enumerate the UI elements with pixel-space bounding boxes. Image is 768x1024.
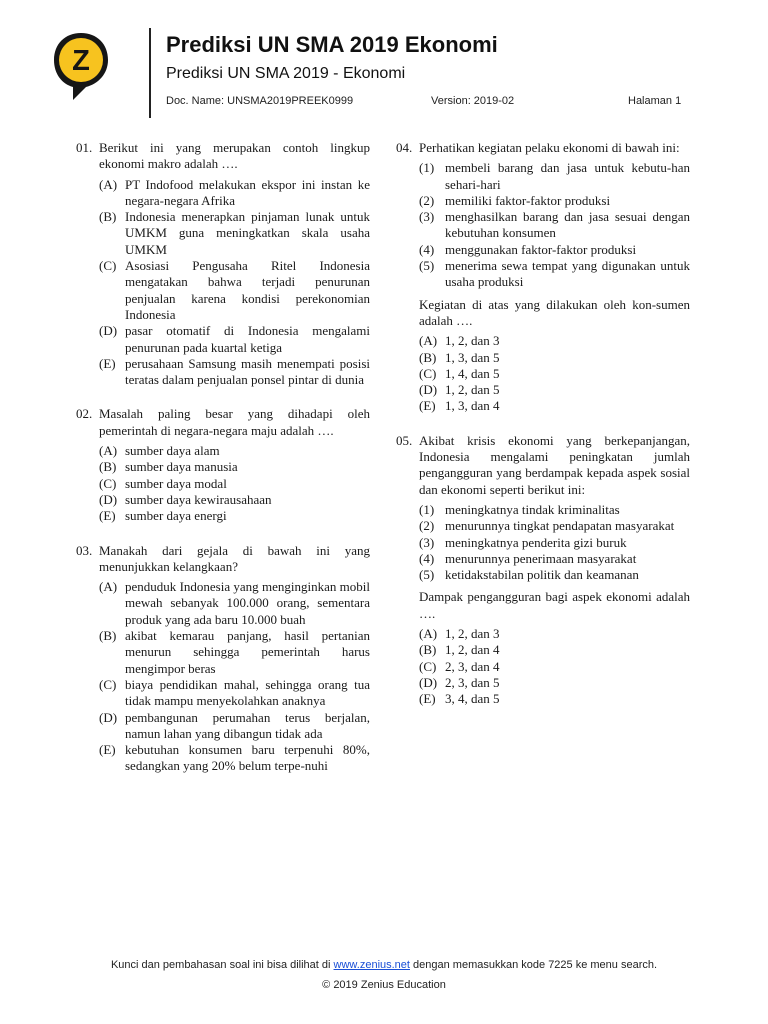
question-prompt: Kegiatan di atas yang dilakukan oleh kon-sumen adalah …. <box>419 296 690 328</box>
statement-label: (3) <box>419 209 435 225</box>
option-text: akibat kemarau panjang, hasil pertanian menurun sehingga pemerintah harus mengimpor beras <box>125 628 370 676</box>
option-text: Asosiasi Pengusaha Ritel Indonesia mengatakan bahwa terjadi penurunan penjualan karena kondisi perekonomian Indonesia <box>125 258 370 322</box>
answer-option <box>99 177 370 210</box>
answer-option <box>99 579 370 628</box>
question-05 <box>396 433 690 708</box>
footer-text-after: dengan memasukkan kode 7225 ke menu search. <box>413 959 658 971</box>
statement-item <box>419 551 690 567</box>
option-label: (D) <box>99 323 118 339</box>
option-label: (C) <box>419 365 437 381</box>
right-column <box>396 140 690 726</box>
option-label: (B) <box>419 642 437 658</box>
statement-label: (5) <box>419 258 435 274</box>
option-label: (A) <box>99 176 118 192</box>
option-text: 2, 3, dan 5 <box>445 674 500 690</box>
statement-label: (4) <box>419 241 435 257</box>
statement-item <box>419 242 690 258</box>
footer-text-before: Kunci dan pembahasan soal ini bisa dilihat di <box>110 959 331 971</box>
zenius-logo <box>52 30 110 102</box>
statement-item <box>419 258 690 291</box>
question-text: Masalah paling besar yang dihadapi oleh pemerintah di negara-negara maju adalah …. <box>99 406 370 438</box>
question-prompt: Dampak pengangguran bagi aspek ekonomi adalah …. <box>419 589 690 621</box>
answer-option <box>419 398 690 414</box>
question-03 <box>76 543 370 775</box>
question-number: 02. <box>76 406 93 422</box>
answer-option <box>99 508 370 524</box>
statement-text: memiliki faktor-faktor produksi <box>445 192 611 208</box>
option-label: (B) <box>99 459 117 475</box>
statement-item <box>419 209 690 242</box>
statement-text: meningkatnya tindak kriminalitas <box>445 501 620 517</box>
statement-text: menggunakan faktor-faktor produksi <box>445 241 637 257</box>
statement-list <box>419 160 690 290</box>
answer-option <box>99 677 370 710</box>
answer-option <box>419 333 690 349</box>
answer-option <box>419 382 690 398</box>
logo-letter: Z <box>72 45 90 77</box>
option-text: kebutuhan konsumen baru terpenuhi 80%, sedangkan yang 20% belum terpe-nuhi <box>125 742 370 774</box>
answer-option <box>99 492 370 508</box>
option-text: 1, 2, dan 4 <box>445 642 500 658</box>
answer-option <box>99 742 370 775</box>
statement-item <box>419 160 690 193</box>
answer-option <box>99 628 370 677</box>
option-label: (A) <box>99 579 118 595</box>
question-text: Manakah dari gejala di bawah ini yang menunjukkan kelangkaan? <box>99 542 370 574</box>
option-label: (C) <box>99 676 117 692</box>
statement-item <box>419 535 690 551</box>
answer-option <box>419 675 690 691</box>
answer-option <box>99 323 370 356</box>
option-label: (D) <box>419 382 438 398</box>
answer-options <box>99 579 370 775</box>
page-number: Halaman 1 <box>628 95 682 107</box>
statement-item <box>419 193 690 209</box>
answer-option <box>419 626 690 642</box>
option-label: (C) <box>419 658 437 674</box>
zenius-link[interactable]: www.zenius.net <box>333 959 410 971</box>
question-01 <box>76 140 370 388</box>
answer-option <box>99 443 370 459</box>
option-text: 1, 4, dan 5 <box>445 365 500 381</box>
question-number: 04. <box>396 140 413 155</box>
option-label: (A) <box>419 333 438 349</box>
statement-label: (2) <box>419 192 435 208</box>
statement-label: (4) <box>419 550 435 566</box>
option-label: (E) <box>419 691 436 707</box>
statement-text: menurunnya penerimaan masyarakat <box>445 550 637 566</box>
question-text: Berikut ini yang merupakan contoh lingkup ekonomi makro adalah …. <box>99 140 370 172</box>
option-text: sumber daya manusia <box>125 459 238 475</box>
question-number: 03. <box>76 542 93 558</box>
statement-item <box>419 567 690 583</box>
option-label: (E) <box>99 355 116 371</box>
option-text: sumber daya energi <box>125 508 227 524</box>
answer-options <box>419 333 690 414</box>
statement-label: (1) <box>419 501 435 517</box>
option-text: pembangunan perumahan terus berjalan, namun lahan yang dibangun tidak ada <box>125 709 370 741</box>
answer-option <box>419 642 690 658</box>
option-text: 1, 3, dan 4 <box>445 398 500 414</box>
question-text: Perhatikan kegiatan pelaku ekonomi di bawah ini: <box>419 140 680 155</box>
option-label: (A) <box>99 443 118 459</box>
statement-label: (1) <box>419 160 435 176</box>
option-text: perusahaan Samsung masih menempati posisi teratas dalam penjualan ponsel pintar di dunia <box>125 355 370 388</box>
answer-option <box>99 710 370 743</box>
answer-option <box>419 350 690 366</box>
option-text: biaya pendidikan mahal, sehingga orang tua tidak mampu menyekolahkan anaknya <box>125 676 370 709</box>
option-label: (E) <box>419 398 436 414</box>
question-number: 05. <box>396 432 413 448</box>
doc-title: Prediksi UN SMA 2019 Ekonomi <box>166 32 498 57</box>
header-divider <box>149 28 151 118</box>
statement-item <box>419 502 690 518</box>
statement-label: (2) <box>419 518 435 534</box>
question-number: 01. <box>76 140 93 155</box>
statement-item <box>419 518 690 534</box>
option-label: (C) <box>99 258 117 274</box>
left-column <box>76 140 370 793</box>
answer-option <box>99 209 370 258</box>
statement-text: meningkatnya penderita gizi buruk <box>445 534 627 550</box>
answer-option <box>99 459 370 475</box>
option-label: (C) <box>99 475 117 491</box>
option-text: sumber daya alam <box>125 443 220 459</box>
answer-option <box>99 258 370 323</box>
answer-options <box>99 443 370 524</box>
statement-list <box>419 502 690 583</box>
option-label: (B) <box>419 349 437 365</box>
option-text: 3, 4, dan 5 <box>445 691 500 707</box>
option-text: sumber daya kewirausahaan <box>125 491 272 507</box>
option-text: penduduk Indonesia yang menginginkan mobil mewah sebanyak 100.000 orang, sementara produk yang ada baru 10.000 buah <box>125 579 370 627</box>
option-text: pasar otomatif di Indonesia mengalami penurunan pada kuartal ketiga <box>125 323 370 355</box>
option-text: 1, 3, dan 5 <box>445 349 500 365</box>
statement-text: menghasilkan barang dan jasa sesuai dengan kebutuhan konsumen <box>445 209 690 241</box>
answer-option <box>99 356 370 389</box>
statement-text: membeli barang dan jasa untuk kebutu-han sehari-hari <box>445 160 690 192</box>
copyright: © 2019 Zenius Education <box>322 979 446 991</box>
option-label: (D) <box>99 491 118 507</box>
option-label: (A) <box>419 626 438 642</box>
doc-version: Version: 2019-02 <box>431 95 515 107</box>
question-text: Akibat krisis ekonomi yang berkepanjangan, Indonesia mengalami peningkatan jumlah pengangguran yang berdampak kepada aspek sosial dan ekonomi seperti berikut ini: <box>419 432 690 497</box>
option-text: PT Indofood melakukan ekspor ini instan ke negara-negara Afrika <box>125 176 370 208</box>
option-label: (B) <box>99 628 117 644</box>
option-label: (E) <box>99 508 116 524</box>
option-text: sumber daya modal <box>125 475 227 491</box>
option-label: (B) <box>99 209 117 225</box>
doc-name: Doc. Name: UNSMA2019PREEK0999 <box>166 95 354 107</box>
answer-option <box>419 691 690 707</box>
option-text: Indonesia menerapkan pinjaman lunak untuk UMKM guna meningkatkan skala usaha UMKM <box>125 209 370 257</box>
question-04 <box>396 140 690 415</box>
footer-note <box>0 959 768 971</box>
question-02 <box>76 406 370 524</box>
statement-text: menurunnya tingkat pendapatan masyarakat <box>445 518 675 534</box>
answer-options <box>99 177 370 389</box>
answer-option <box>419 659 690 675</box>
answer-options <box>419 626 690 707</box>
option-text: 2, 3, dan 4 <box>445 658 500 674</box>
answer-option <box>419 366 690 382</box>
option-label: (E) <box>99 742 116 758</box>
statement-text: ketidakstabilan politik dan keamanan <box>445 567 639 583</box>
option-text: 1, 2, dan 3 <box>445 626 500 642</box>
option-label: (D) <box>99 709 118 725</box>
option-text: 1, 2, dan 3 <box>445 333 500 349</box>
option-label: (D) <box>419 674 438 690</box>
statement-text: menerima sewa tempat yang digunakan untuk usaha produksi <box>445 258 690 290</box>
doc-subtitle: Prediksi UN SMA 2019 - Ekonomi <box>166 65 406 82</box>
statement-label: (3) <box>419 534 435 550</box>
answer-option <box>99 476 370 492</box>
option-text: 1, 2, dan 5 <box>445 382 500 398</box>
statement-label: (5) <box>419 567 435 583</box>
